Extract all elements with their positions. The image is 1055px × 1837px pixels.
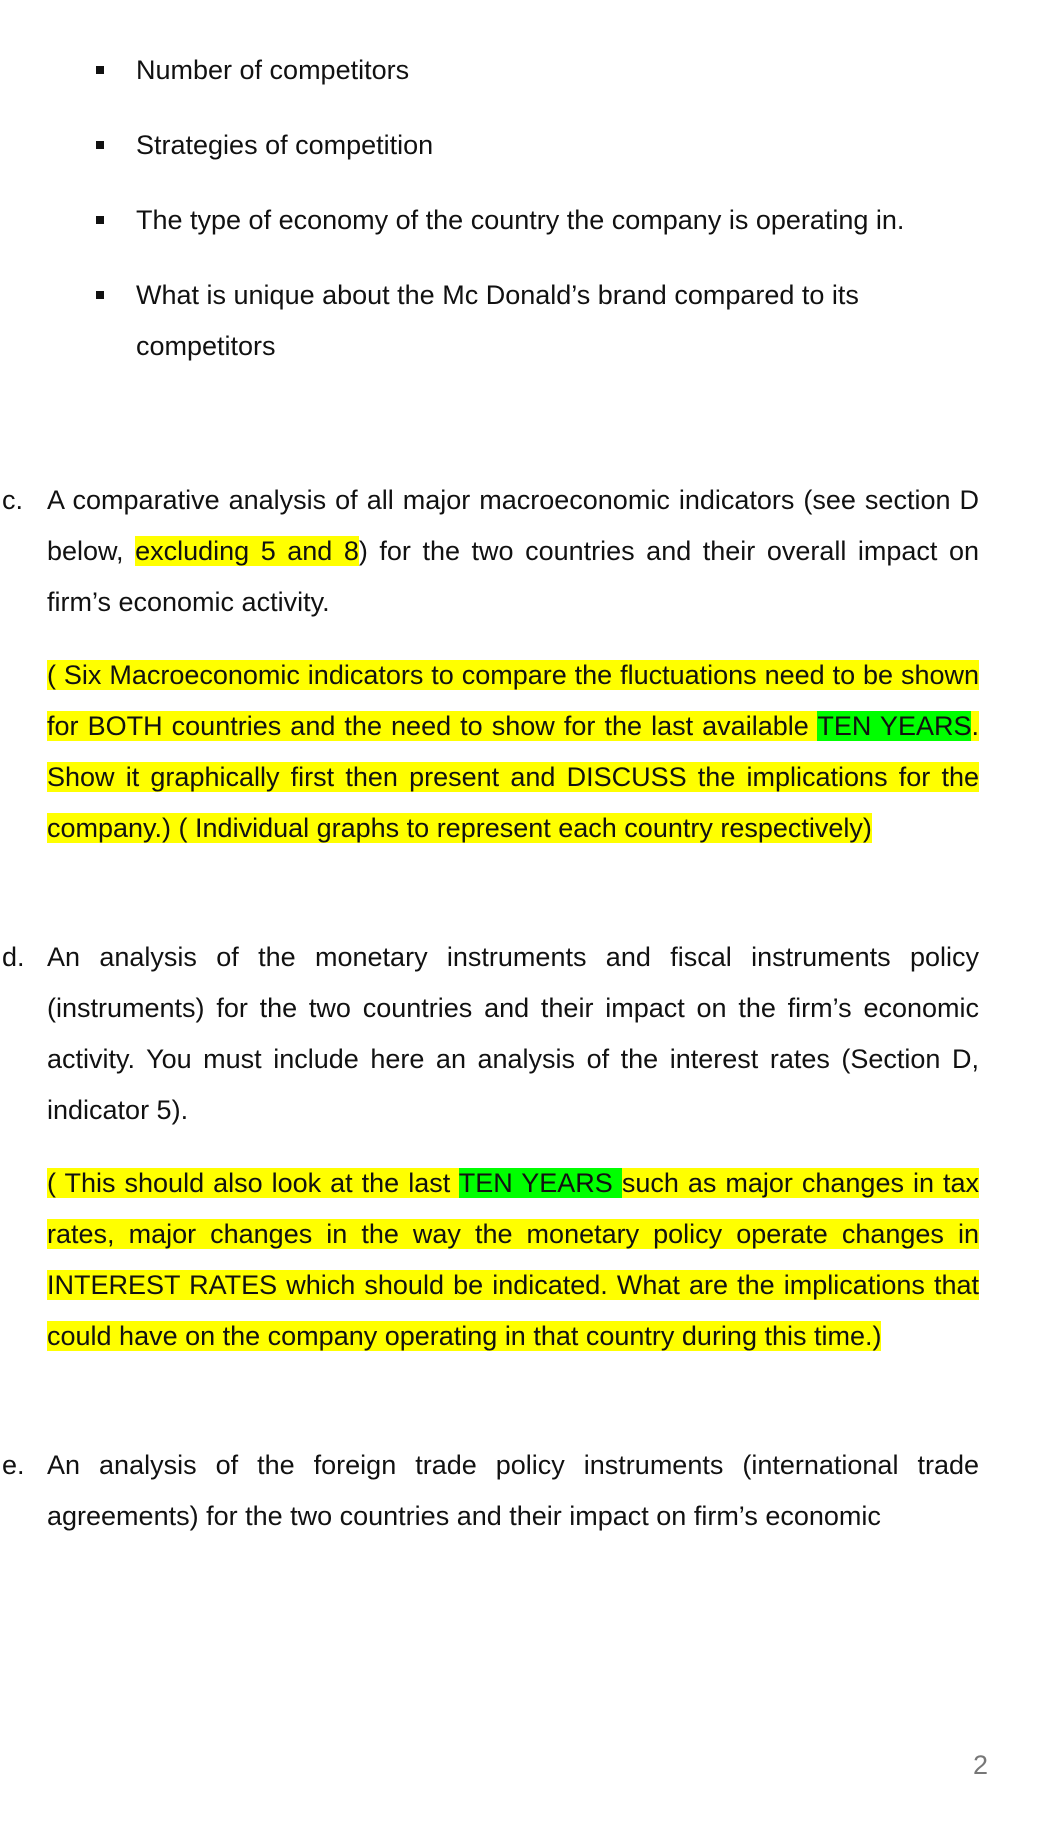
section-letter: e. (2, 1450, 25, 1480)
bullet-text: Number of competitors (136, 55, 410, 85)
highlight-excluding: excluding 5 and 8 (135, 536, 359, 566)
page-number: 2 (972, 1750, 988, 1780)
section-d-paragraph: An analysis of the monetary instruments and fiscal instruments policy (instruments) for the two countries and their impact on the firm’s economic activity. You must include here an analysis of the interest rates (Section D, indicator 5). (47, 942, 979, 1125)
highlight-ten-years: TEN YEARS (817, 711, 972, 741)
square-bullet-icon (96, 216, 104, 224)
section-letter: c. (2, 485, 24, 515)
highlight-ten-years: TEN YEARS (458, 1168, 622, 1198)
section-e-paragraph: An analysis of the foreign trade policy instruments (international trade agreements) for the two countries and their impact on firm’s economic (47, 1450, 979, 1531)
section-c-note: ( Six Macroeconomic indicators to compare the fluctuations need to be shown for BOTH countries and the need to show for the last available TEN YEARS. Show it graphically first then present and DISCUSS the implications for the company.) ( Individual graphs to represent each country respectively) (47, 660, 979, 843)
bullet-text: Strategies of competition (136, 130, 434, 160)
square-bullet-icon (96, 141, 104, 149)
square-bullet-icon (96, 291, 104, 299)
section-letter: d. (2, 942, 25, 972)
bullet-text: The type of economy of the country the company is operating in. (136, 205, 905, 235)
bullet-text: What is unique about the Mc Donald’s brand compared to its competitors (136, 280, 859, 361)
section-d-note: ( This should also look at the last TEN YEARS such as major changes in tax rates, major changes in the way the monetary policy operate changes in INTEREST RATES which should be indicated. What are the implications that could have on the company operating in that country during this time.) (47, 1168, 979, 1351)
square-bullet-icon (96, 66, 104, 74)
section-c-paragraph: A comparative analysis of all major macroeconomic indicators (see section D below, excluding 5 and 8) for the two countries and their overall impact on firm’s economic activity. (47, 485, 979, 617)
